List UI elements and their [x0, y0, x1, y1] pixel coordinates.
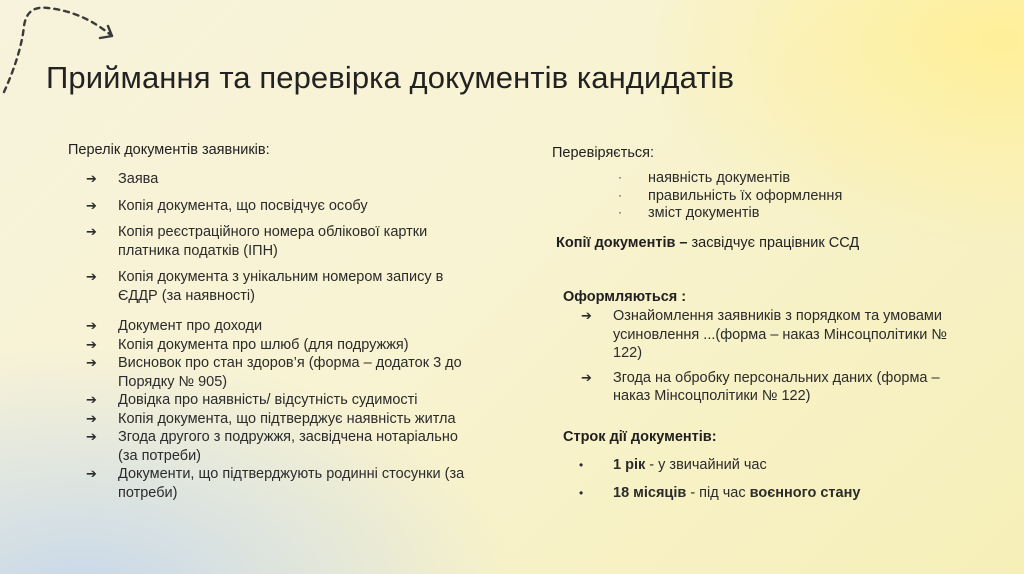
- list-item: • 1 рік - у звичайний час: [579, 457, 767, 473]
- arrow-icon: ➔: [86, 171, 97, 186]
- list-item: ➔ Документ про доходи: [86, 318, 263, 334]
- arrow-icon: ➔: [86, 466, 97, 481]
- small-dot-icon: ·: [618, 170, 622, 184]
- arrow-icon: ➔: [86, 336, 97, 352]
- arrow-icon: ➔: [86, 392, 97, 407]
- page-title: Приймання та перевірка документів кандидатів: [46, 60, 735, 95]
- arrow-icon: ➔: [581, 369, 592, 385]
- bullet-icon: •: [579, 458, 584, 472]
- arrow-icon: ➔: [86, 410, 97, 426]
- small-dot-icon: ·: [618, 187, 622, 202]
- arrow-icon: ➔: [86, 429, 97, 444]
- list-item: ➔ Копія реєстраційного номера облікової картки платника податків (ІПН): [86, 224, 428, 259]
- arrow-icon: ➔: [86, 355, 97, 370]
- bullet-icon: •: [579, 485, 584, 500]
- arrow-icon: ➔: [86, 197, 97, 213]
- list-item: ➔ Копія документа, що підтверджує наявність житла: [86, 410, 456, 427]
- arrow-icon: ➔: [86, 269, 97, 284]
- copies-note: Копії документів – засвідчує працівник ССД: [556, 235, 860, 251]
- checks-list: [616, 170, 936, 223]
- list-item: ➔ Довідка про наявність/ відсутність судимості: [86, 392, 418, 408]
- documents-list-heading: Перелік документів заявників:: [68, 142, 270, 158]
- list-item: ➔ Документи, що підтверджують родинні стосунки (за потреби): [86, 466, 465, 501]
- list-item: ➔ Копія документа з унікальним номером запису в ЄДДР (за наявності): [86, 269, 444, 304]
- list-item: ➔ Заява: [86, 171, 159, 187]
- list-item: · зміст документів: [618, 205, 760, 221]
- arrow-icon: ➔: [86, 224, 97, 239]
- arrow-icon: ➔: [86, 318, 97, 333]
- validity-list: [575, 456, 995, 511]
- formalized-list: [581, 307, 971, 412]
- validity-heading: Строк дії документів:: [563, 429, 717, 445]
- list-item: ➔ Копія документа, що посвідчує особу: [86, 197, 368, 214]
- checks-heading: Перевіряється:: [552, 145, 655, 161]
- list-item: ➔ Висновок про стан здоров’я (форма – додаток 3 до Порядку № 905): [86, 355, 462, 390]
- list-item: · наявність документів: [618, 170, 791, 186]
- documents-list: [86, 170, 506, 502]
- list-item: • 18 місяців - під час воєнного стану: [579, 484, 861, 501]
- small-dot-icon: ·: [618, 205, 622, 219]
- list-item: ➔ Згода другого з подружжя, засвідчена нотаріально (за потреби): [86, 429, 458, 464]
- arrow-icon: ➔: [581, 308, 592, 323]
- list-item: · правильність їх оформлення: [618, 187, 843, 204]
- list-item: ➔ Згода на обробку персональних даних (форма – наказ Мінсоцполітики № 122): [581, 369, 940, 404]
- list-item: ➔ Ознайомлення заявників з порядком та умовами усиновлення ...(форма – наказ Мінсоцполітики № 122): [581, 308, 947, 361]
- formalized-heading: Оформляються :: [563, 289, 687, 305]
- list-item: ➔ Копія документа про шлюб (для подружжя): [86, 336, 409, 353]
